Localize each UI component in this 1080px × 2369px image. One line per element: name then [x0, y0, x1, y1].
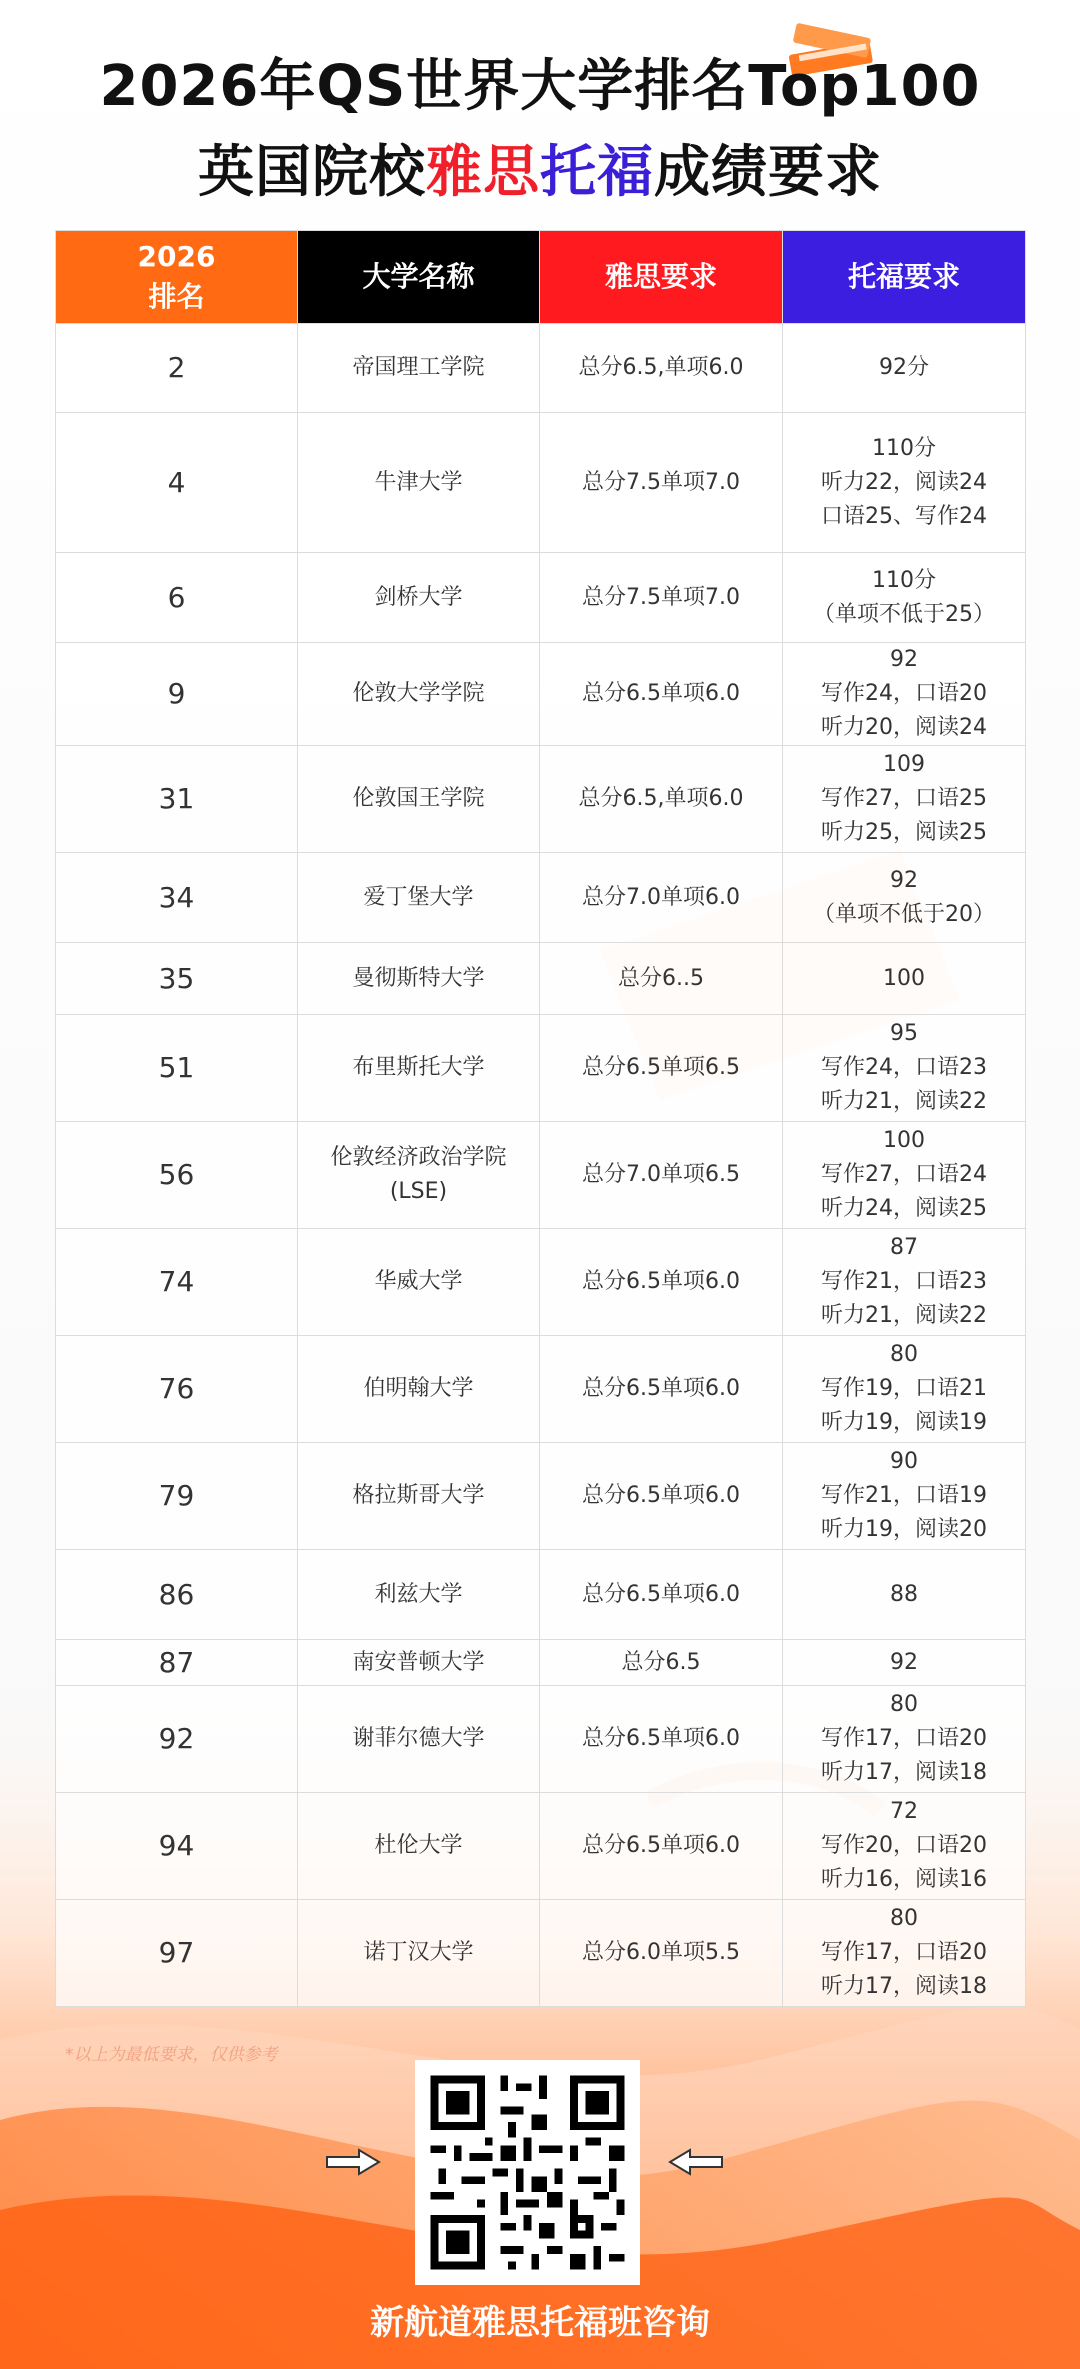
toefl-requirement-line: （单项不低于25）	[813, 601, 995, 627]
cell-university-name	[298, 643, 540, 746]
toefl-requirement-line: 口语25、写作24	[821, 503, 987, 529]
toefl-requirement-line: 听力17，阅读18	[821, 1760, 987, 1785]
cell-university-name	[298, 1015, 540, 1122]
toefl-requirement-line: 听力24，阅读25	[821, 1196, 987, 1221]
university-name-line: 杜伦大学	[374, 1833, 463, 1858]
cell-ielts-requirement: 总分6.5单项6.0	[540, 1336, 783, 1443]
table-row	[56, 1550, 1026, 1640]
toefl-requirement-line: 听力19，阅读20	[821, 1517, 987, 1542]
table-row	[56, 1686, 1026, 1793]
toefl-requirement-line: 80	[890, 1342, 918, 1367]
cell-rank: 31	[56, 746, 298, 853]
cell-rank: 74	[56, 1229, 298, 1336]
cell-ielts-requirement: 总分6.5单项6.5	[540, 1015, 783, 1122]
cell-toefl-requirement	[783, 1015, 1026, 1122]
cell-ielts-requirement: 总分6.5单项6.0	[540, 1443, 783, 1550]
toefl-requirement-line: 听力21，阅读22	[821, 1303, 987, 1328]
cell-toefl-requirement	[783, 1793, 1026, 1900]
cell-university-name	[298, 1336, 540, 1443]
arrow-left-icon	[668, 2147, 724, 2177]
cell-rank: 86	[56, 1550, 298, 1640]
toefl-requirement-line: 写作19，口语21	[821, 1376, 987, 1401]
toefl-requirement-line: 110分	[872, 567, 936, 593]
title-ielts-highlight: 雅思	[426, 140, 540, 205]
cell-university-name	[298, 1443, 540, 1550]
toefl-requirement-line: 88	[890, 1581, 918, 1607]
cell-university-name	[298, 853, 540, 943]
toefl-requirement-line: 109	[883, 752, 925, 777]
cell-toefl-requirement	[783, 413, 1026, 553]
cell-rank: 92	[56, 1686, 298, 1793]
cell-university-name	[298, 943, 540, 1015]
university-name-line: 伦敦国王学院	[352, 786, 485, 811]
table-row	[56, 1443, 1026, 1550]
university-name-line: 格拉斯哥大学	[352, 1483, 485, 1508]
toefl-requirement-line: 92	[890, 867, 918, 893]
cell-university-name	[298, 1122, 540, 1229]
cell-rank: 6	[56, 553, 298, 643]
toefl-requirement-line: 听力22，阅读24	[821, 469, 987, 495]
cell-ielts-requirement: 总分6.0单项5.5	[540, 1900, 783, 2007]
table-row	[56, 1900, 1026, 2007]
university-name-line: 利兹大学	[374, 1581, 463, 1607]
cell-toefl-requirement	[783, 853, 1026, 943]
title-line-2	[0, 134, 1080, 212]
university-name-line: 伦敦大学学院	[352, 681, 485, 706]
cell-toefl-requirement	[783, 324, 1026, 413]
cell-ielts-requirement: 总分6.5单项6.0	[540, 1550, 783, 1640]
cell-toefl-requirement	[783, 1122, 1026, 1229]
cell-ielts-requirement: 总分7.0单项6.0	[540, 853, 783, 943]
header-rank-year: 2026	[137, 240, 216, 273]
cell-rank: 51	[56, 1015, 298, 1122]
toefl-requirement-line: 写作17，口语20	[821, 1726, 987, 1751]
cell-university-name	[298, 1900, 540, 2007]
table-row	[56, 1015, 1026, 1122]
cell-toefl-requirement	[783, 1640, 1026, 1686]
table-row	[56, 553, 1026, 643]
cell-rank: 94	[56, 1793, 298, 1900]
toefl-requirement-line: （单项不低于20）	[813, 901, 995, 927]
cell-toefl-requirement	[783, 643, 1026, 746]
university-name-line: 牛津大学	[374, 469, 463, 495]
cell-toefl-requirement	[783, 1229, 1026, 1336]
toefl-requirement-line: 写作17，口语20	[821, 1940, 987, 1965]
cell-rank: 2	[56, 324, 298, 413]
table-row	[56, 1793, 1026, 1900]
page-title	[0, 48, 1080, 212]
university-name-line: 伯明翰大学	[363, 1376, 474, 1401]
cell-rank: 4	[56, 413, 298, 553]
university-name-line: 帝国理工学院	[352, 355, 485, 380]
header-university-name: 大学名称	[298, 231, 540, 324]
cell-rank: 9	[56, 643, 298, 746]
table-header-row	[56, 231, 1026, 324]
toefl-requirement-line: 听力25，阅读25	[821, 820, 987, 845]
cell-ielts-requirement: 总分6.5	[540, 1640, 783, 1686]
cell-toefl-requirement	[783, 1550, 1026, 1640]
cell-ielts-requirement: 总分6.5,单项6.0	[540, 324, 783, 413]
cell-rank: 87	[56, 1640, 298, 1686]
cell-ielts-requirement: 总分6..5	[540, 943, 783, 1015]
cell-toefl-requirement	[783, 1686, 1026, 1793]
cell-rank: 79	[56, 1443, 298, 1550]
toefl-requirement-line: 92分	[879, 355, 929, 380]
cell-university-name	[298, 413, 540, 553]
cell-toefl-requirement	[783, 553, 1026, 643]
cell-university-name	[298, 746, 540, 853]
table-row	[56, 1336, 1026, 1443]
cell-university-name	[298, 324, 540, 413]
university-name-line: 华威大学	[374, 1269, 463, 1294]
arrow-right-icon	[325, 2147, 381, 2177]
table-row	[56, 746, 1026, 853]
toefl-requirement-line: 72	[890, 1799, 918, 1824]
title-suffix: 成绩要求	[654, 140, 882, 205]
university-name-line: 谢菲尔德大学	[352, 1726, 485, 1751]
toefl-requirement-line: 听力16，阅读16	[821, 1867, 987, 1892]
cell-university-name	[298, 1640, 540, 1686]
disclaimer-note: *以上为最低要求，仅供参考	[65, 2045, 278, 2065]
university-name-line: 诺丁汉大学	[363, 1940, 474, 1965]
cell-toefl-requirement	[783, 1443, 1026, 1550]
cell-rank: 34	[56, 853, 298, 943]
toefl-requirement-line: 100	[883, 965, 925, 991]
university-name-line: 南安普顿大学	[352, 1649, 485, 1675]
header-rank-label: 排名	[148, 280, 205, 313]
consultation-footer: 新航道雅思托福班咨询	[370, 2303, 710, 2343]
cell-rank: 35	[56, 943, 298, 1015]
toefl-requirement-line: 写作24，口语20	[821, 681, 987, 706]
toefl-requirement-line: 87	[890, 1235, 918, 1260]
toefl-requirement-line: 听力19，阅读19	[821, 1410, 987, 1435]
university-name-line: 布里斯托大学	[352, 1055, 485, 1080]
university-name-line: 剑桥大学	[374, 584, 463, 610]
cell-ielts-requirement: 总分7.5单项7.0	[540, 413, 783, 553]
toefl-requirement-line: 90	[890, 1449, 918, 1474]
table-row	[56, 1640, 1026, 1686]
cell-toefl-requirement	[783, 1900, 1026, 2007]
table-row	[56, 1122, 1026, 1229]
toefl-requirement-line: 92	[890, 1649, 918, 1675]
cell-ielts-requirement: 总分6.5,单项6.0	[540, 746, 783, 853]
university-name-line: 伦敦经济政治学院	[330, 1145, 507, 1170]
cell-rank: 56	[56, 1122, 298, 1229]
title-line-1: 2026年QS世界大学排名Top100	[99, 54, 981, 119]
toefl-requirement-line: 听力17，阅读18	[821, 1974, 987, 1999]
cell-ielts-requirement: 总分6.5单项6.0	[540, 1793, 783, 1900]
university-name-line: 爱丁堡大学	[363, 884, 474, 910]
cell-rank: 97	[56, 1900, 298, 2007]
header-ielts: 雅思要求	[540, 231, 783, 324]
toefl-requirement-line: 80	[890, 1906, 918, 1931]
toefl-requirement-line: 写作21，口语23	[821, 1269, 987, 1294]
toefl-requirement-line: 92	[890, 647, 918, 672]
cell-ielts-requirement: 总分6.5单项6.0	[540, 643, 783, 746]
toefl-requirement-line: 写作27，口语24	[821, 1162, 987, 1187]
cell-university-name	[298, 553, 540, 643]
cell-university-name	[298, 1229, 540, 1336]
toefl-requirement-line: 写作20，口语20	[821, 1833, 987, 1858]
requirements-table	[55, 230, 1026, 2007]
cell-ielts-requirement: 总分6.5单项6.0	[540, 1686, 783, 1793]
toefl-requirement-line: 80	[890, 1692, 918, 1717]
cell-university-name	[298, 1550, 540, 1640]
title-prefix: 英国院校	[198, 140, 426, 205]
table-row	[56, 1229, 1026, 1336]
toefl-requirement-line: 听力20，阅读24	[821, 715, 987, 740]
university-name-line: 曼彻斯特大学	[352, 965, 485, 991]
toefl-requirement-line: 100	[883, 1128, 925, 1153]
cell-university-name	[298, 1686, 540, 1793]
toefl-requirement-line: 110分	[872, 435, 936, 461]
toefl-requirement-line: 95	[890, 1021, 918, 1046]
cell-rank: 76	[56, 1336, 298, 1443]
table-row	[56, 643, 1026, 746]
table-row	[56, 413, 1026, 553]
cell-university-name	[298, 1793, 540, 1900]
toefl-requirement-line: 写作27，口语25	[821, 786, 987, 811]
cell-ielts-requirement: 总分7.5单项7.0	[540, 553, 783, 643]
table-row	[56, 324, 1026, 413]
table-row	[56, 943, 1026, 1015]
header-rank	[56, 231, 298, 324]
cell-ielts-requirement: 总分7.0单项6.5	[540, 1122, 783, 1229]
cell-toefl-requirement	[783, 943, 1026, 1015]
toefl-requirement-line: 听力21，阅读22	[821, 1089, 987, 1114]
qr-code-icon[interactable]	[415, 2060, 640, 2285]
toefl-requirement-line: 写作21，口语19	[821, 1483, 987, 1508]
table-row	[56, 853, 1026, 943]
cell-toefl-requirement	[783, 1336, 1026, 1443]
header-toefl: 托福要求	[783, 231, 1026, 324]
cell-toefl-requirement	[783, 746, 1026, 853]
university-name-line: (LSE)	[389, 1179, 448, 1204]
cell-ielts-requirement: 总分6.5单项6.0	[540, 1229, 783, 1336]
title-toefl-highlight: 托福	[540, 140, 654, 205]
toefl-requirement-line: 写作24，口语23	[821, 1055, 987, 1080]
